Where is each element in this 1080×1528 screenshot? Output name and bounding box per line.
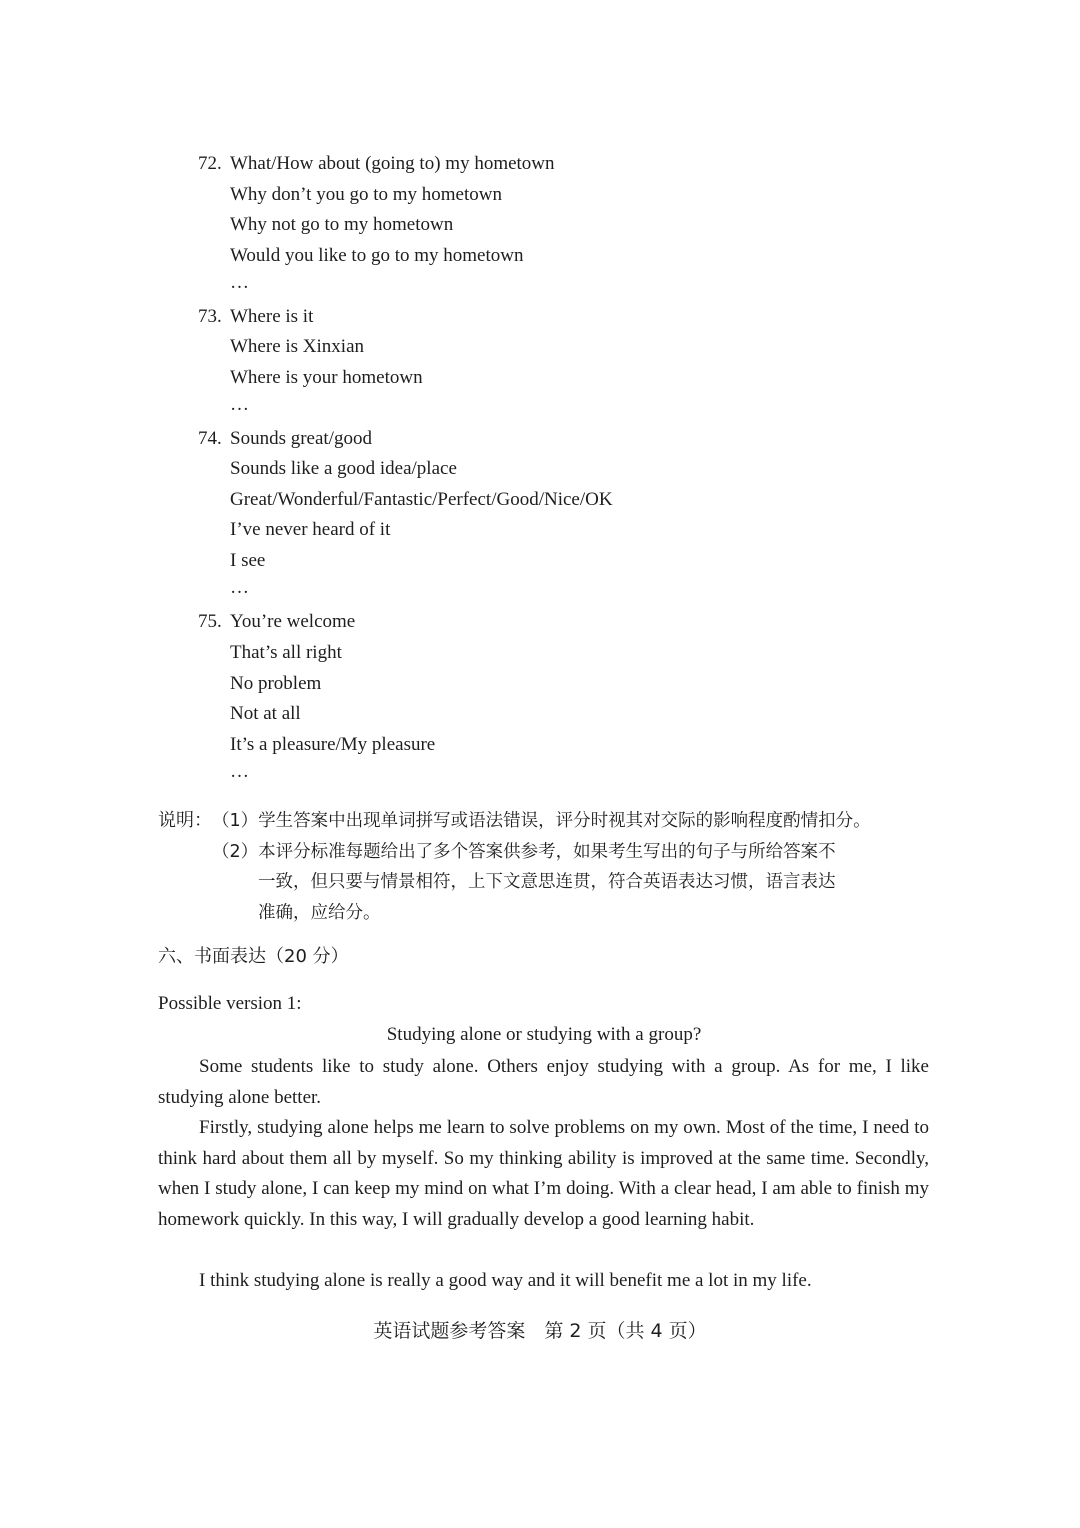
answer-75-line-1: You’re welcome [230,611,356,632]
answer-75-ellipsis: … [230,761,249,782]
note-1: （1）学生答案中出现单词拼写或语法错误，评分时视其对交际的影响程度酌情扣分。 [212,811,871,831]
answer-73-line-3: Where is your hometown [230,367,423,388]
answer-73-line-2: Where is Xinxian [230,336,365,357]
answer-73-line-1: Where is it [230,306,314,327]
answer-74-line-5: I see [230,550,266,571]
answer-72-line-2: Why don’t you go to my hometown [230,184,502,205]
answer-72-ellipsis: … [230,272,249,293]
answer-72-line-1: What/How about (going to) my hometown [230,153,555,174]
answer-75-line-4: Not at all [230,703,301,724]
answer-number-74: 74. [198,428,222,449]
essay-title: Studying alone or studying with a group? [386,1024,702,1045]
answer-74-line-4: I’ve never heard of it [230,519,391,540]
answer-73-ellipsis: … [230,394,249,415]
answer-number-72: 72. [198,153,222,174]
essay-paragraph-2: Firstly, studying alone helps me learn to solve problems on my own. Most of the time, I need to think hard about them all by myself. So my thinking ability is improved at the same time. Secondly, when I study alone, I can keep my mind on what I’m doing. With a clear head, I am able to finish my homework quickly. In this way, I will gradually develop a good learning habit. [158,1117,929,1231]
answer-72-line-4: Would you like to go to my hometown [230,245,524,266]
answer-75-line-3: No problem [230,673,322,694]
section-heading: 六、书面表达（20 分） [158,946,349,967]
answer-72-line-3: Why not go to my hometown [230,214,454,235]
answer-74-line-3: Great/Wonderful/Fantastic/Perfect/Good/Nice/OK [230,489,613,510]
notes-label: 说明： [158,810,212,831]
answer-74-ellipsis: … [230,577,249,598]
version-label: Possible version 1: [158,993,302,1014]
answer-74-line-2: Sounds like a good idea/place [230,458,457,479]
essay-paragraph-1: Some students like to study alone. Others enjoy studying with a group. As for me, I like studying alone better. [158,1056,929,1108]
note-2-line-1: （2）本评分标准每题给出了多个答案供参考，如果考生写出的句子与所给答案不 [212,842,836,862]
note-2-line-2: 一致，但只要与情景相符，上下文意思连贯，符合英语表达习惯，语言表达 [258,872,836,892]
essay-paragraph-3: I think studying alone is really a good way and it will benefit me a lot in my life. [199,1270,812,1291]
note-2-line-3: 准确，应给分。 [258,903,381,923]
answer-number-75: 75. [198,611,222,632]
answer-75-line-5: It’s a pleasure/My pleasure [230,734,436,755]
answer-74-line-1: Sounds great/good [230,428,372,449]
answer-75-line-2: That’s all right [230,642,342,663]
page-footer: 英语试题参考答案 第 2 页（共 4 页） [373,1320,707,1342]
answer-number-73: 73. [198,306,222,327]
